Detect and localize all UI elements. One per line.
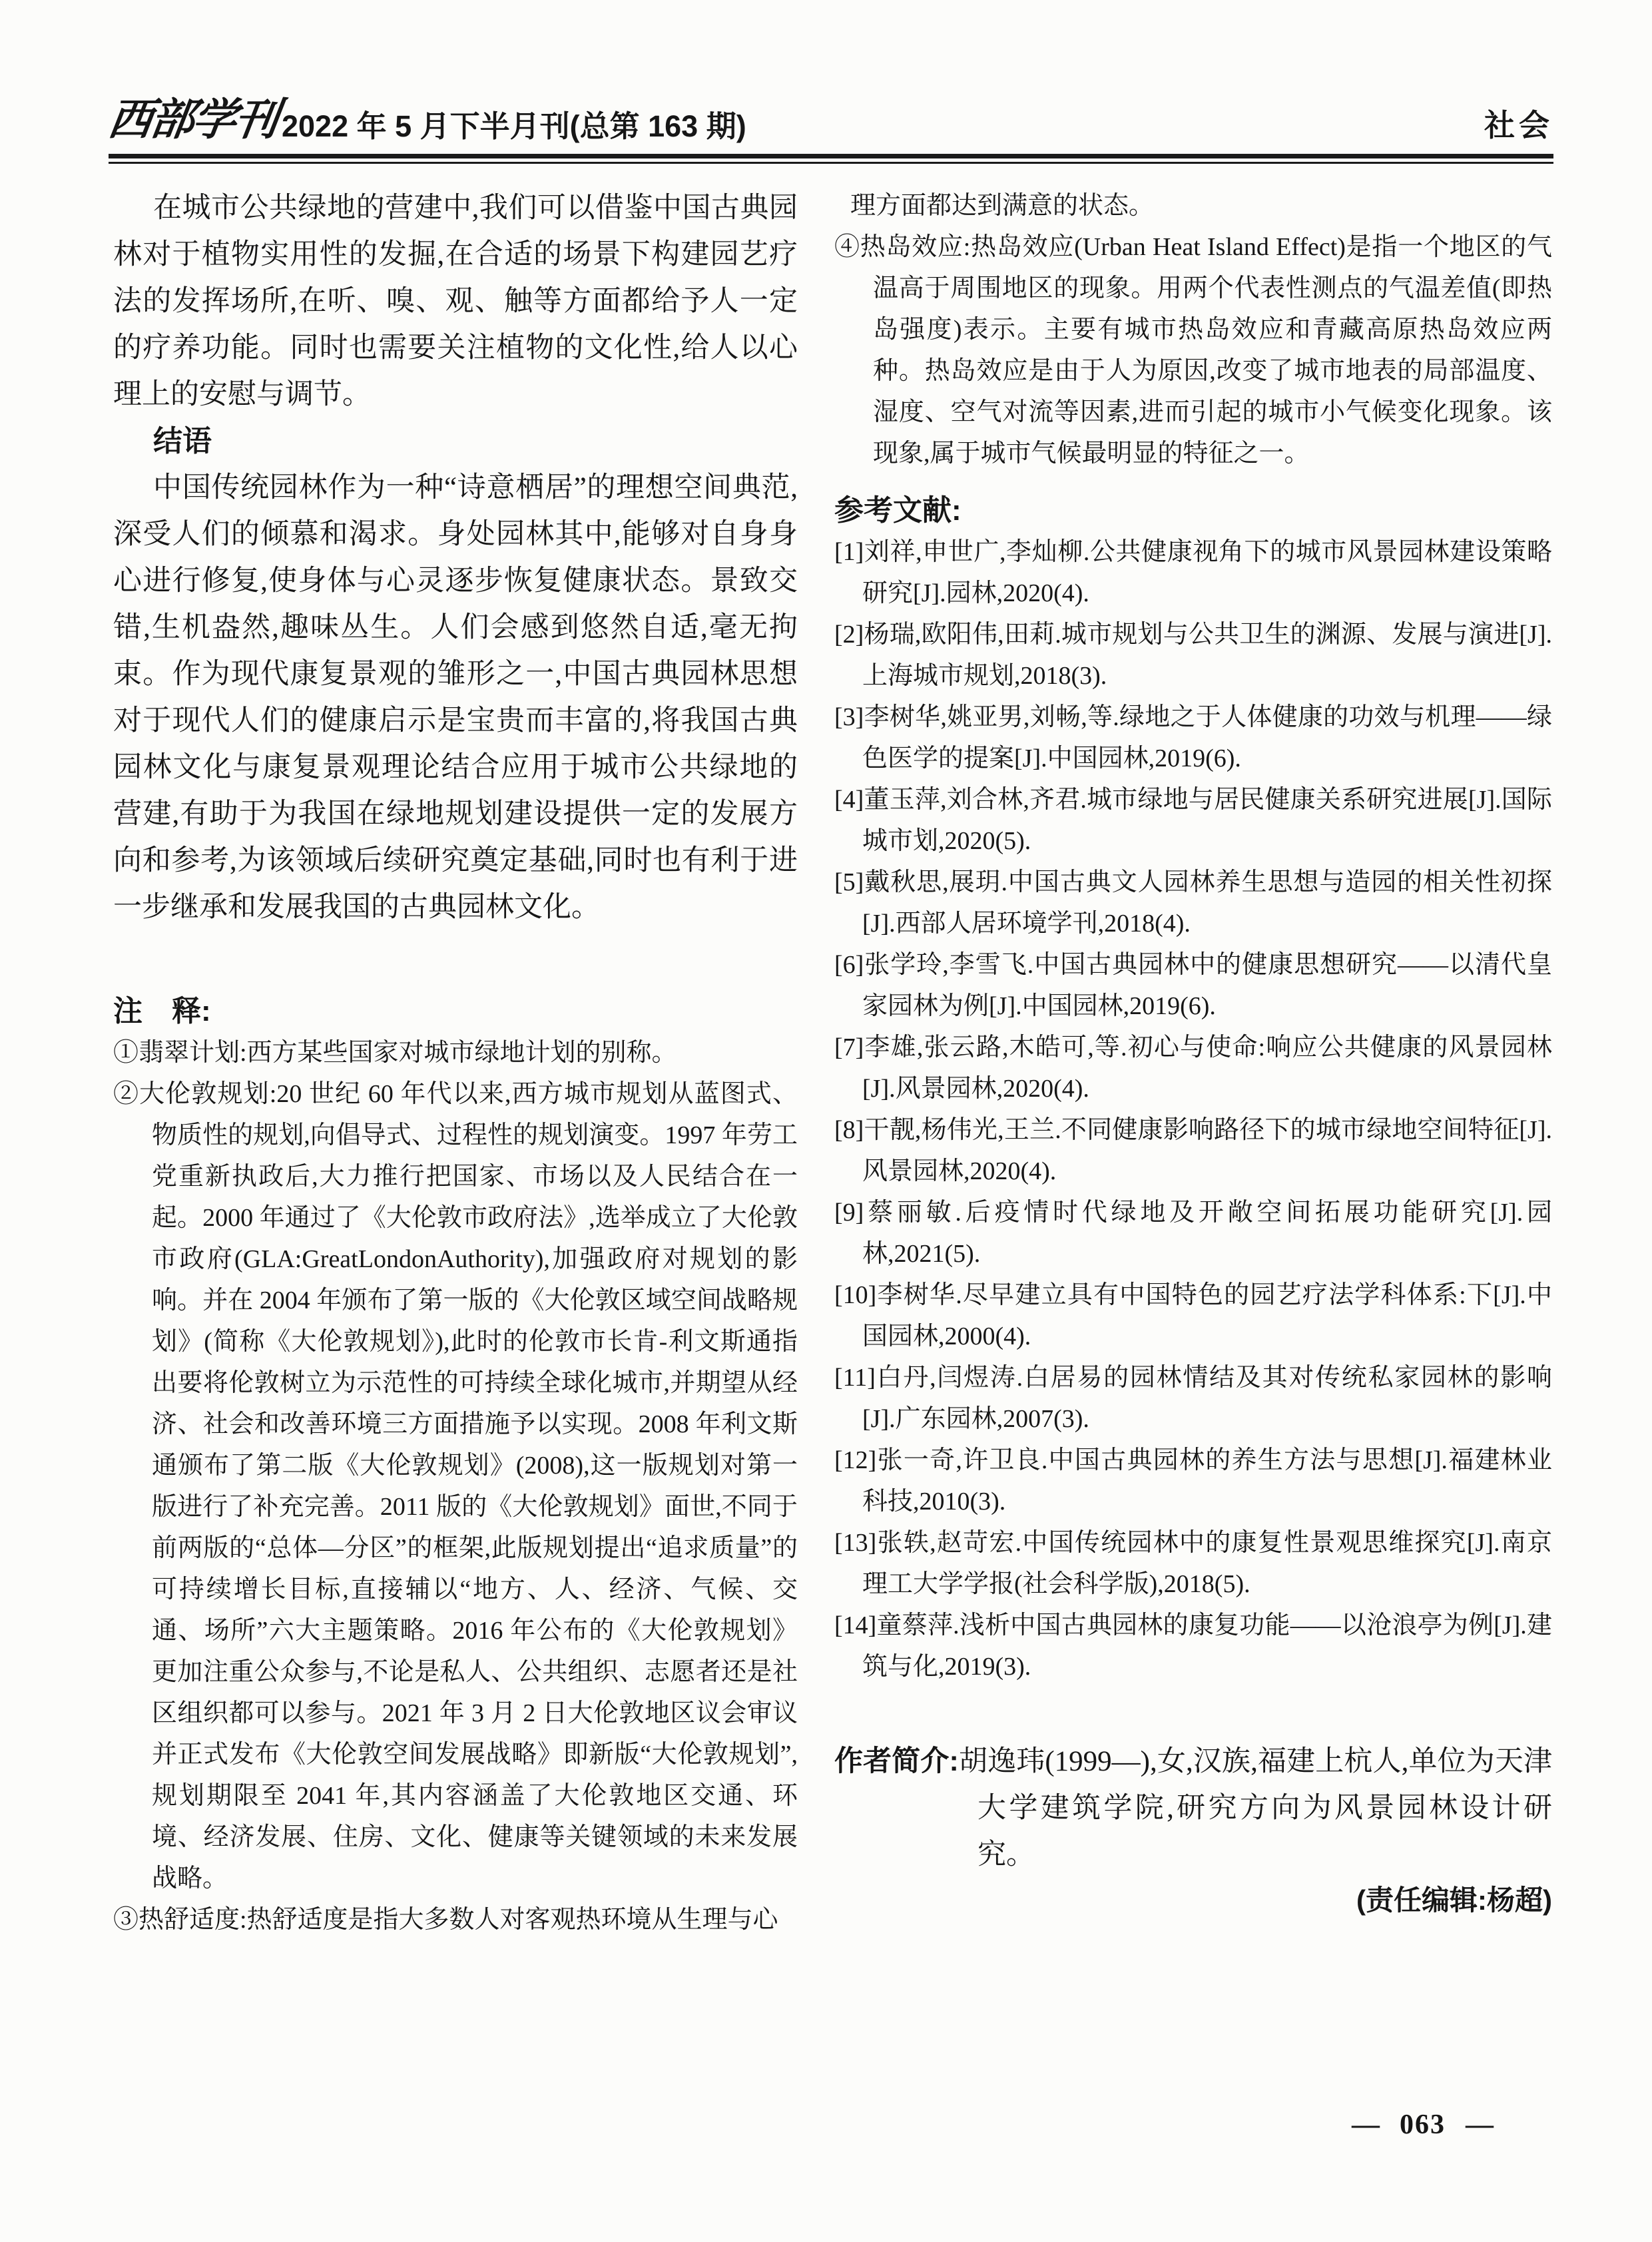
issue-info: 2022 年 5 月下半月刊(总第 163 期) (282, 109, 746, 143)
conclusion-heading: 结语 (153, 425, 212, 457)
note-item-1: ①翡翠计划:西方某些国家对城市绿地计划的别称。 (113, 1039, 677, 1067)
page-number-left-dash: — (1352, 2109, 1380, 2140)
page-number-value: 063 (1400, 2109, 1446, 2140)
left-column (113, 185, 798, 1940)
reference-item-4: [4]董玉萍,刘合林,齐君.城市绿地与居民健康关系研究进展[J].国际城市划,2020(5). (834, 786, 1552, 855)
page-number-right-dash: — (1466, 2109, 1494, 2140)
reference-item-7: [7]李雄,张云路,木皓可,等.初心与使命:响应公共健康的风景园林[J].风景园林,2020(4). (834, 1033, 1552, 1103)
editor-note: (责任编辑:杨超) (1356, 1884, 1552, 1916)
intro-paragraph: 在城市公共绿地的营建中,我们可以借鉴中国古典园林对于植物实用性的发掘,在合适的场景下构建园艺疗法的发挥场所,在听、嗅、观、触等方面都给予人一定的疗养功能。同时也需要关注植物的文化性,给人以心理上的安慰与调节。 (113, 192, 798, 410)
right-column (834, 185, 1552, 1921)
header-rule-thin (109, 162, 1553, 164)
reference-item-13: [13]张轶,赵苛宏.中国传统园林中的康复性景观思维探究[J].南京理工大学学报(社会科学版),2018(5). (834, 1529, 1552, 1598)
journal-logo: 西部学刊 (105, 96, 280, 144)
header-rule-thick (109, 154, 1553, 158)
references-heading: 参考文献: (834, 494, 962, 527)
reference-item-10: [10]李树华.尽早建立具有中国特色的园艺疗法学科体系:下[J].中国园林,2000(4). (834, 1281, 1552, 1350)
author-bio-text: 胡逸玮(1999—),女,汉族,福建上杭人,单位为天津大学建筑学院,研究方向为风景园林设计研究。 (958, 1746, 1552, 1870)
page-number (1352, 2109, 1494, 2140)
reference-item-9: [9]蔡丽敏.后疫情时代绿地及开敞空间拓展功能研究[J].园林,2021(5). (834, 1199, 1552, 1268)
conclusion-paragraph: 中国传统园林作为一种“诗意栖居”的理想空间典范,深受人们的倾慕和渴求。身处园林其中,能够对自身身心进行修复,使身体与心灵逐步恢复健康状态。景致交错,生机盎然,趣味丛生。人们会感到悠然自适,毫无拘束。作为现代康复景观的雏形之一,中国古典园林思想对于现代人们的健康启示是宝贵而丰富的,将我国古典园林文化与康复景观理论结合应用于城市公共绿地的营建,有助于为我国在绿地规划建设提供一定的发展方向和参考,为该领域后续研究奠定基础,同时也有利于进一步继承和发展我国的古典园林文化。 (113, 472, 798, 923)
reference-item-2: [2]杨瑞,欧阳伟,田莉.城市规划与公共卫生的渊源、发展与演进[J].上海城市规划,2018(3). (834, 621, 1552, 690)
reference-item-5: [5]戴秋思,展玥.中国古典文人园林养生思想与造园的相关性初探[J].西部人居环境学刊,2018(4). (834, 868, 1552, 938)
reference-item-3: [3]李树华,姚亚男,刘畅,等.绿地之于人体健康的功效与机理——绿色医学的提案[J].中国园林,2019(6). (834, 703, 1552, 772)
header-left (105, 96, 746, 144)
author-bio-label: 作者简介: (834, 1745, 959, 1777)
reference-item-14: [14]童蔡萍.浅析中国古典园林的康复功能——以沧浪亭为例[J].建筑与化,2019(3). (834, 1611, 1552, 1681)
author-bio (834, 1738, 1552, 1878)
reference-item-6: [6]张学玲,李雪飞.中国古典园林中的健康思想研究——以清代皇家园林为例[J].中国园林,2019(6). (834, 951, 1552, 1020)
note-3-continuation: 理方面都达到满意的状态。 (850, 192, 1155, 220)
notes-heading: 注 释: (113, 995, 211, 1027)
reference-item-11: [11]白丹,闫煜涛.白居易的园林情结及其对传统私家园林的影响[J].广东园林,2007(3). (834, 1364, 1552, 1433)
reference-item-12: [12]张一奇,许卫良.中国古典园林的养生方法与思想[J].福建林业科技,2010(3). (834, 1446, 1552, 1516)
note-item-2: ②大伦敦规划:20 世纪 60 年代以来,西方城市规划从蓝图式、物质性的规划,向倡导式、过程性的规划演变。1997 年劳工党重新执政后,大力推行把国家、市场以及人民结合在一起。2000 年通过了《大伦敦市政府法》,选举成立了大伦敦市政府(GLA:GreatLondonAuthority),加强政府对规划的影响。并在 2004 年颁布了第一版的《大伦敦区域空间战略规划》(简称《大伦敦规划》),此时的伦敦市长肯-利文斯通指出要将伦敦树立为示范性的可持续全球化城市,并期望从经济、社会和改善环境三方面措施予以实现。2008 年利文斯通颁布了第二版《大伦敦规划》(2008),这一版规划对第一版进行了补充完善。2011 版的《大伦敦规划》面世,不同于前两版的“总体—分区”的框架,此版规划提出“追求质量”的可持续增长目标,直接辅以“地方、人、经济、气候、交通、场所”六大主题策略。2016 年公布的《大伦敦规划》更加注重公众参与,不论是私人、公共组织、志愿者还是社区组织都可以参与。2021 年 3 月 2 日大伦敦地区议会审议并正式发布《大伦敦空间发展战略》即新版“大伦敦规划”,规划期限至 2041 年,其内容涵盖了大伦敦地区交通、环境、经济发展、住房、文化、健康等关键领域的未来发展战略。 (113, 1080, 798, 1892)
page-header (105, 96, 1553, 144)
reference-item-8: [8]干靓,杨伟光,王兰.不同健康影响路径下的城市绿地空间特征[J].风景园林,2020(4). (834, 1116, 1552, 1185)
note-item-3: ③热舒适度:热舒适度是指大多数人对客观热环境从生理与心 (113, 1906, 778, 1934)
reference-item-1: [1]刘祥,申世广,李灿柳.公共健康视角下的城市风景园林建设策略研究[J].园林,2020(4). (834, 538, 1552, 607)
note-item-4: ④热岛效应:热岛效应(Urban Heat Island Effect)是指一个地区的气温高于周围地区的现象。用两个代表性测点的气温差值(即热岛强度)表示。主要有城市热岛效应和青藏高原热岛效应两种。热岛效应是由于人为原因,改变了城市地表的局部温度、湿度、空气对流等因素,进而引起的城市小气候变化现象。该现象,属于城市气候最明显的特征之一。 (834, 233, 1552, 467)
section-label: 社会 (1484, 108, 1553, 143)
